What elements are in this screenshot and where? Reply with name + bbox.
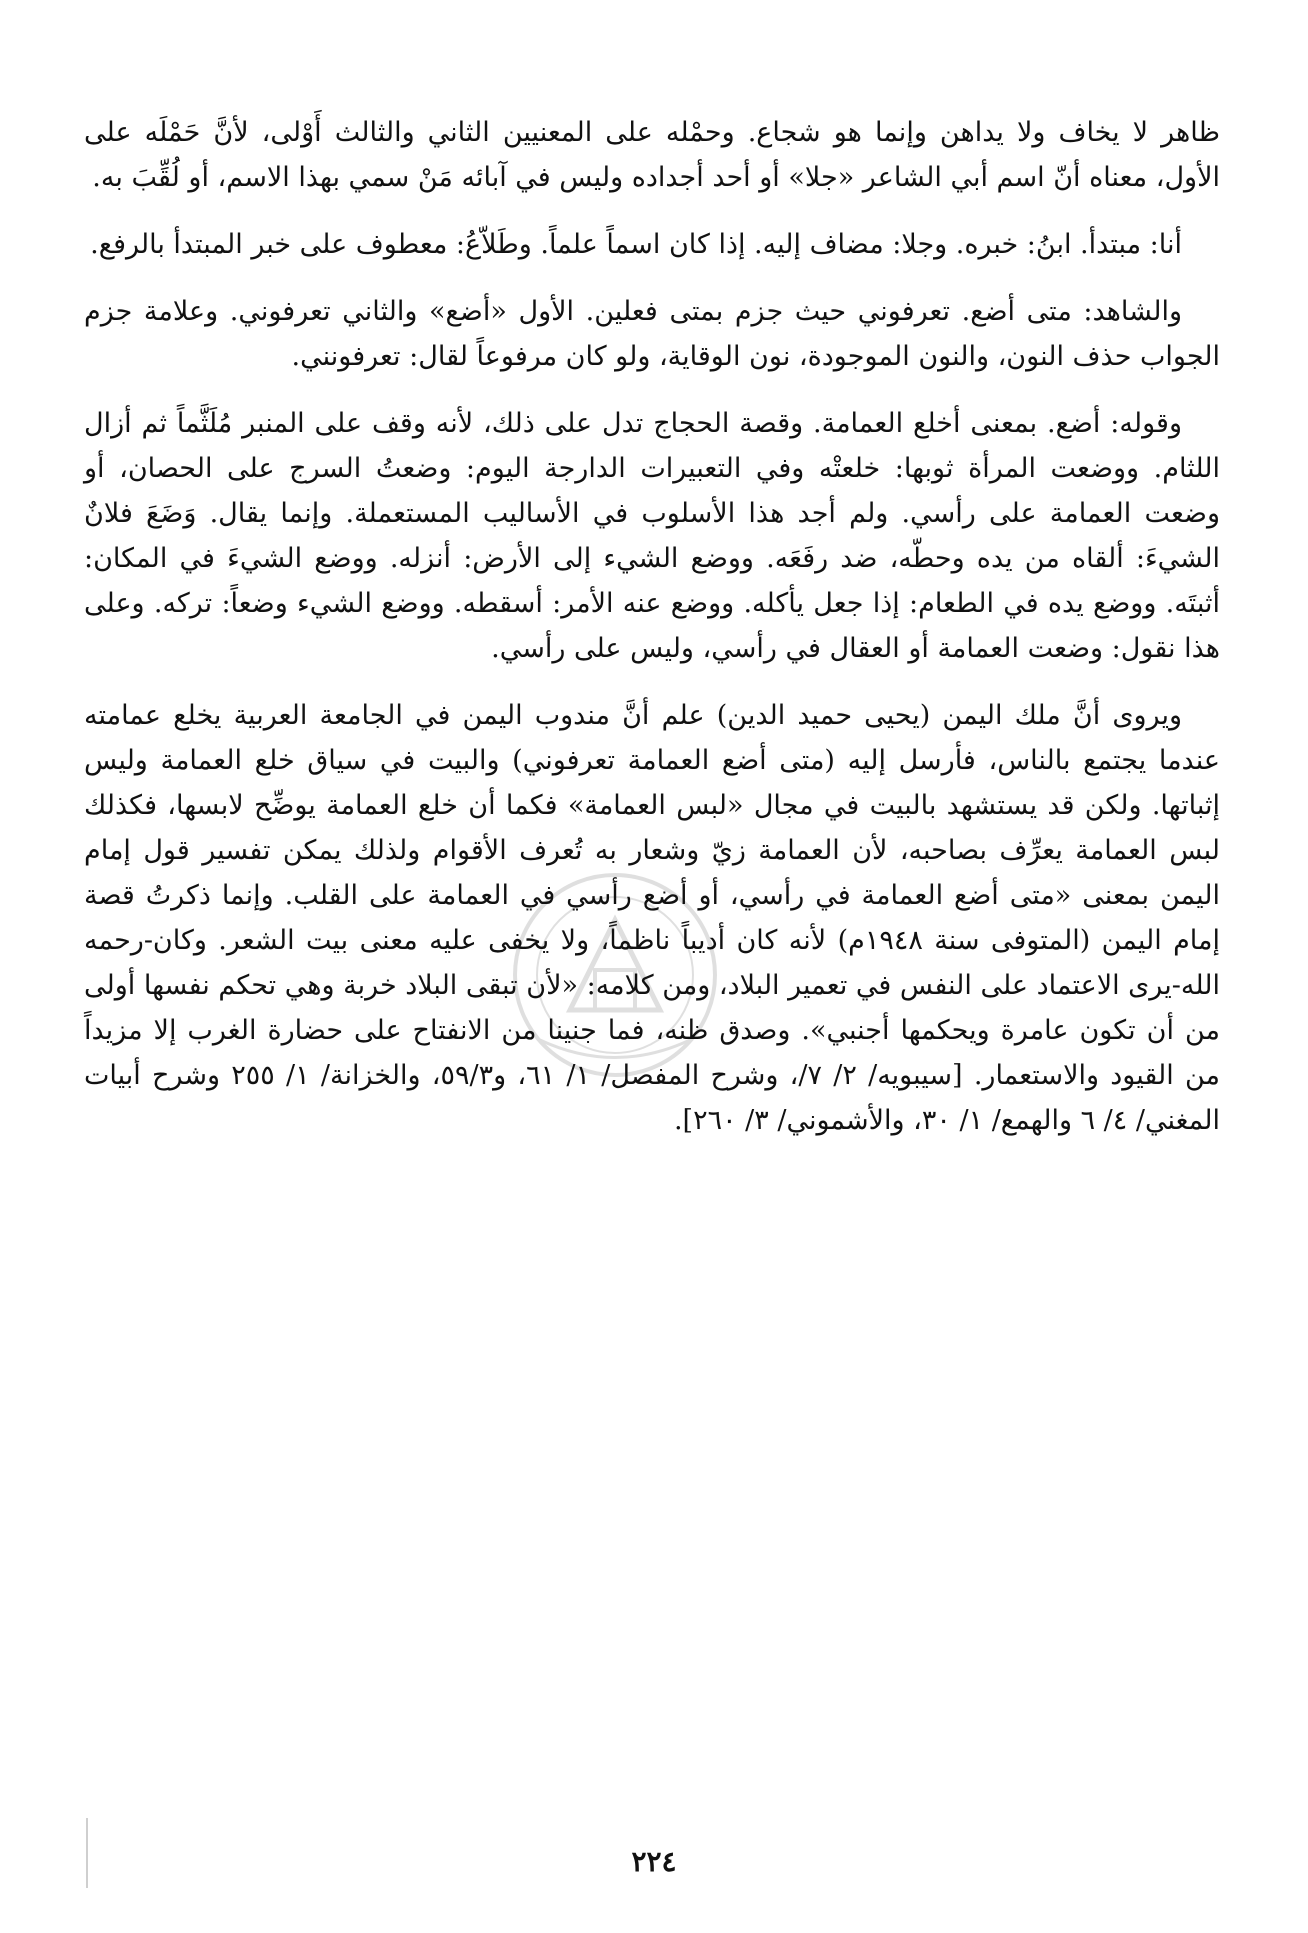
paragraph-4: وقوله: أضع. بمعنى أخلع العمامة. وقصة الحجاج تدل على ذلك، لأنه وقف على المنبر مُلَثَّماً ثم أزال اللثام. ووضعت المرأة ثوبها: خلعتْه وفي التعبيرات الدارجة اليوم: وضعتُ السرج على الحصان، أو وضعت العمامة على رأسي. ولم أجد هذا الأسلوب في الأساليب المستعملة. وإنما يقال. وَضَعَ فلانٌ الشيءَ: ألقاه من يده وحطّه، ضد رفَعَه. ووضع الشيء إلى الأرض: أنزله. ووضع الشيءَ في المكان: أثبتَه. ووضع يده في الطعام: إذا جعل يأكله. ووضع عنه الأمر: أسقطه. ووضع الشيء وضعاً: تركه. وعلى هذا نقول: وضعت العمامة أو العقال في رأسي، وليس على رأسي. xyxy=(84,408,1220,664)
paragraph-2: أنا: مبتدأ. ابنُ: خبره. وجلا: مضاف إليه. إذا كان اسماً علماً. وطَلاّعُ: معطوف على خبر المبتدأ بالرفع. xyxy=(90,229,1182,260)
page-number: ٢٢٤ xyxy=(631,1845,677,1878)
paragraph-5: ويروى أنَّ ملك اليمن (يحيى حميد الدين) علم أنَّ مندوب اليمن في الجامعة العربية يخلع عمامته عندما يجتمع بالناس، فأرسل إليه (متى أضع العمامة تعرفوني) والبيت في سياق خلع العمامة وليس إثباتها. ولكن قد يستشهد بالبيت في مجال «لبس العمامة» فكما أن خلع العمامة يوضِّح لابسها، فكذلك لبس العمامة يعرِّف بصاحبه، لأن العمامة زيّ وشعار به تُعرف الأقوام ولذلك يمكن تفسير قول إمام اليمن بمعنى «متى أضع العمامة في رأسي، أو أضع رأسي في العمامة على القلب. وإنما ذكرتُ قصة إمام اليمن (المتوفى سنة ١٩٤٨م) لأنه كان أديباً ناظماً، ولا يخفى عليه معنى بيت الشعر. وكان-رحمه الله-يرى الاعتماد على النفس في تعمير البلاد، ومن كلامه: «لأن تبقى البلاد خربة وهي تحكم نفسها أولى من أن تكون عامرة ويحكمها أجنبي». وصدق ظنه، فما جنينا من الانفتاح على حضارة الغرب إلا مزيداً من القيود والاستعمار. [سيبويه/ ٢/ ٧/، وشرح المفصل/ ١/ ٦١، و٥٩/٣، والخزانة/ ١/ ٢٥٥ وشرح أبيات المغني/ ٤/ ٦ والهمع/ ١/ ٣٠، والأشموني/ ٣/ ٢٦٠]. xyxy=(83,700,1221,1136)
paragraph-1: ظاهر لا يخاف ولا يداهن وإنما هو شجاع. وحمْله على المعنيين الثاني والثالث أَوْلى، لأنَّ حَمْلَه على الأول، معناه أنّ اسم أبي الشاعر «جلا» أو أحد أجداده وليس في آبائه مَنْ سمي بهذا الاسم، أو لُقِّبَ به. xyxy=(84,117,1220,193)
paragraph-3: والشاهد: متى أضع. تعرفوني حيث جزم بمتى فعلين. الأول «أضع» والثاني تعرفوني. وعلامة جزم الجواب حذف النون، والنون الموجودة، نون الوقاية، ولو كان مرفوعاً لقال: تعرفونني. xyxy=(84,296,1220,372)
body-text xyxy=(84,110,1220,1165)
